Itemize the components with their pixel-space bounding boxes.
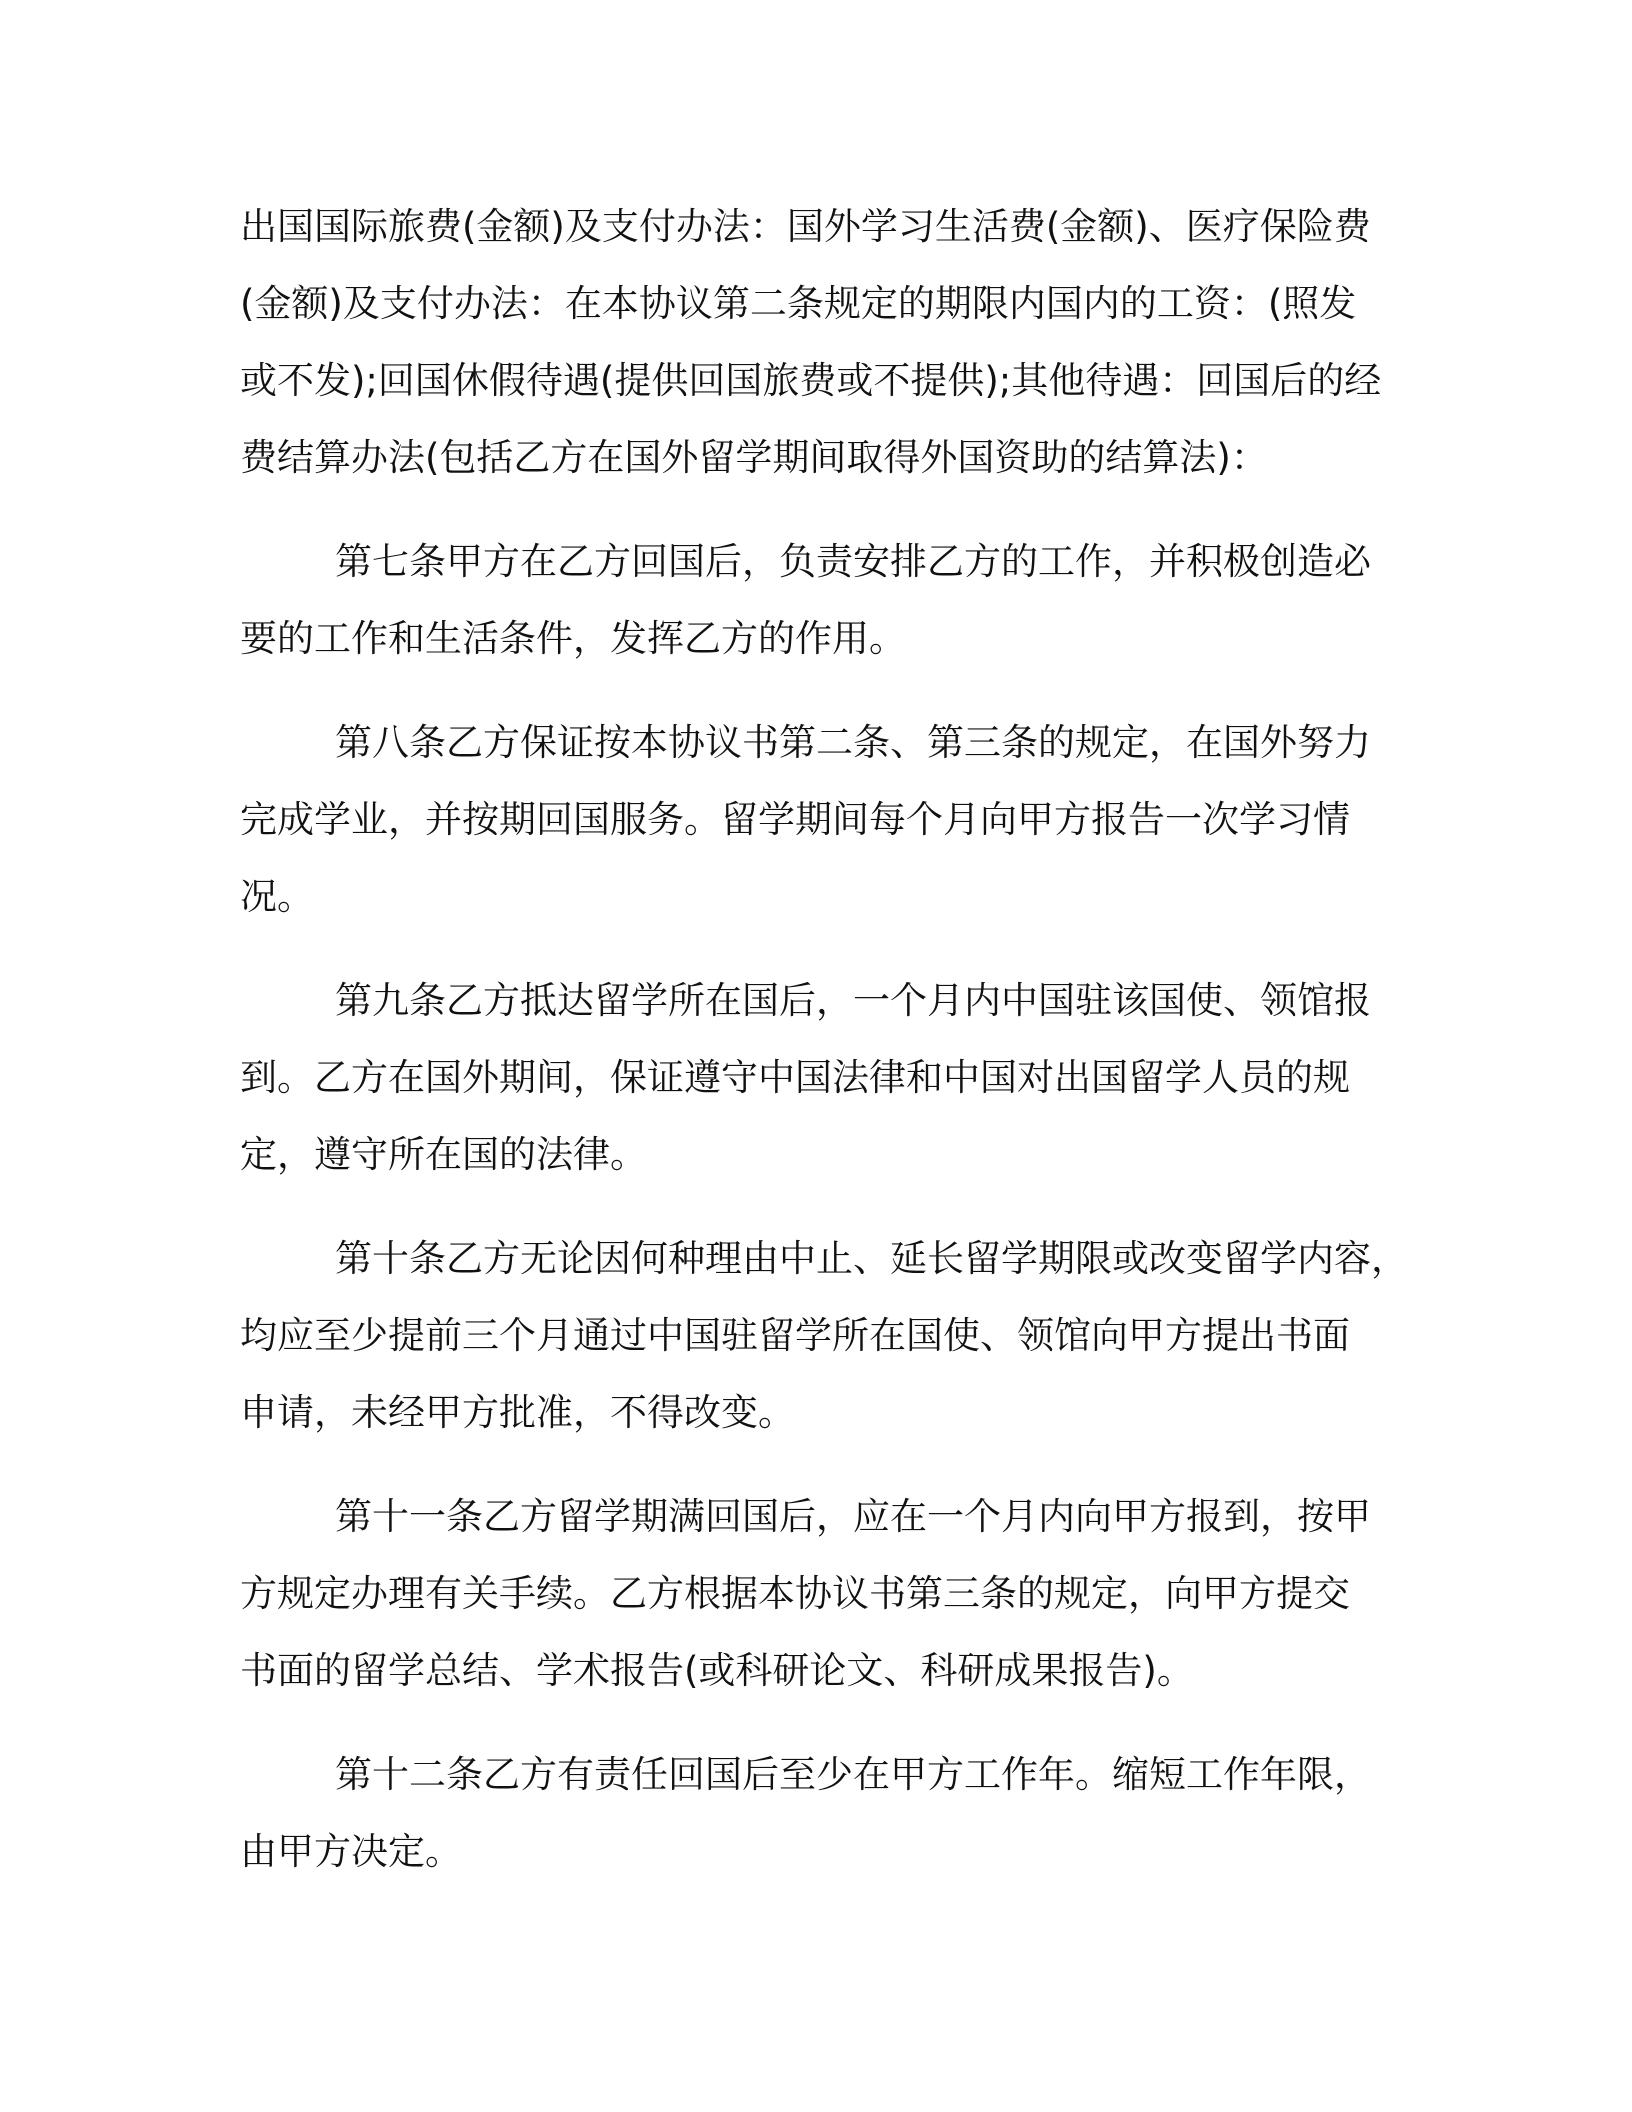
text-line: (金额)及支付办法：在本协议第二条规定的期限内国内的工资：(照发	[240, 282, 1357, 325]
paragraph-article-7	[240, 523, 1402, 677]
text-line: 方规定办理有关手续。乙方根据本协议书第三条的规定，向甲方提交	[240, 1572, 1350, 1615]
paragraph-article-10	[240, 1220, 1408, 1451]
text-line: 第七条甲方在乙方回国后，负责安排乙方的工作，并积极创造必	[335, 540, 1371, 583]
text-line: 况。	[240, 875, 314, 918]
text-line: 定，遵守所在国的法律。	[240, 1133, 647, 1176]
paragraph-article-11	[240, 1478, 1402, 1709]
paragraph-article-8	[240, 704, 1402, 935]
text-line: 由甲方决定。	[240, 1830, 462, 1873]
text-line: 申请，未经甲方批准，不得改变。	[240, 1391, 795, 1434]
text-line: 第十二条乙方有责任回国后至少在甲方工作年。缩短工作年限，	[335, 1753, 1371, 1796]
text-line: 第十一条乙方留学期满回国后，应在一个月内向甲方报到，按甲	[335, 1495, 1371, 1538]
paragraph-article-12	[240, 1736, 1402, 1890]
text-line: 费结算办法(包括乙方在国外留学期间取得外国资助的结算法)：	[240, 436, 1268, 479]
text-line: 出国国际旅费(金额)及支付办法：国外学习生活费(金额)、医疗保险费	[240, 205, 1371, 248]
text-line: 第九条乙方抵达留学所在国后，一个月内中国驻该国使、领馆报	[335, 979, 1371, 1022]
paragraph-funding	[240, 188, 1402, 496]
text-line: 完成学业，并按期回国服务。留学期间每个月向甲方报告一次学习情	[240, 798, 1350, 841]
document-body	[240, 188, 1408, 1917]
paragraph-article-9	[240, 962, 1402, 1193]
text-line: 书面的留学总结、学术报告(或科研论文、科研成果报告)。	[240, 1649, 1194, 1692]
text-line: 第八条乙方保证按本协议书第二条、第三条的规定，在国外努力	[335, 721, 1371, 764]
text-line: 均应至少提前三个月通过中国驻留学所在国使、领馆向甲方提出书面	[240, 1314, 1350, 1357]
text-line: 第十条乙方无论因何种理由中止、延长留学期限或改变留学内容，	[335, 1237, 1408, 1280]
text-line: 到。乙方在国外期间，保证遵守中国法律和中国对出国留学人员的规	[240, 1056, 1350, 1099]
text-line: 或不发);回国休假待遇(提供回国旅费或不提供);其他待遇：回国后的经	[240, 359, 1382, 402]
text-line: 要的工作和生活条件，发挥乙方的作用。	[240, 617, 906, 660]
